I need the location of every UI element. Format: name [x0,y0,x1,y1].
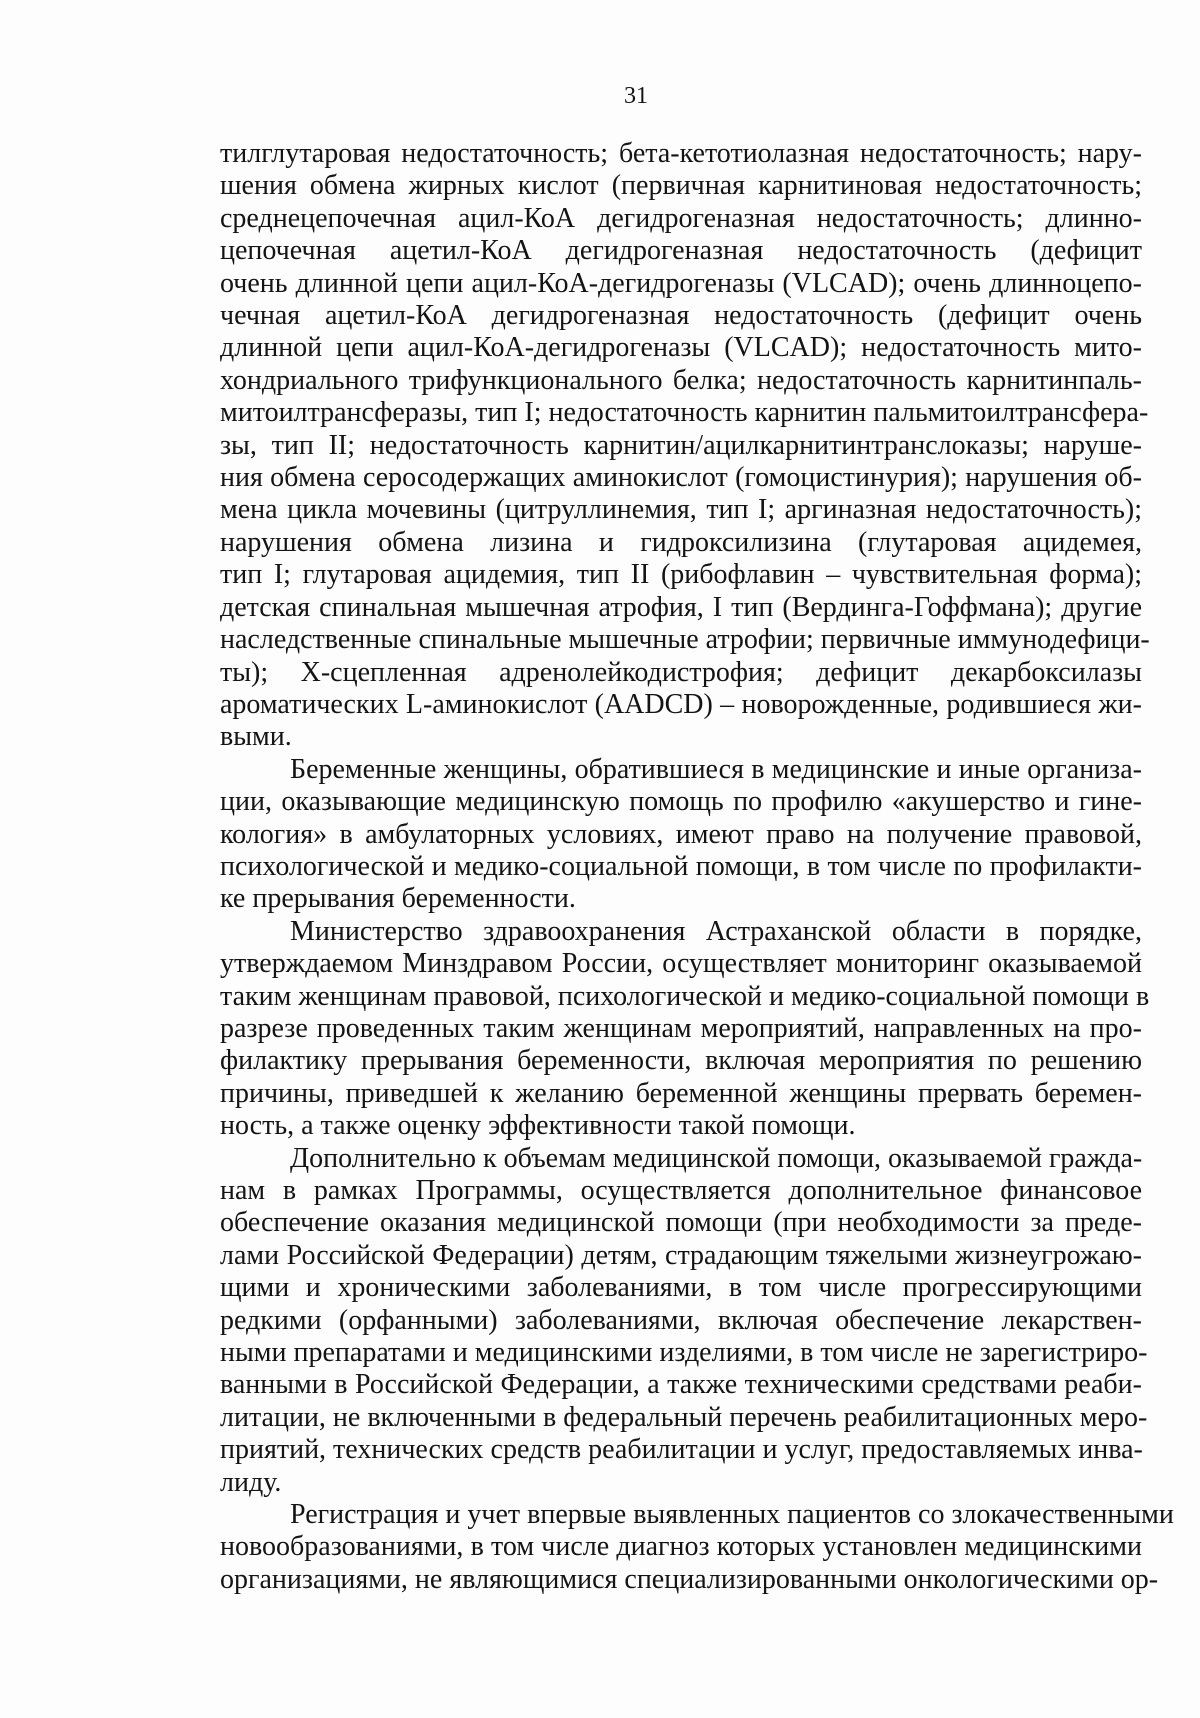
text-line: Министерство здравоохранения Астраханской области в порядке, [290,915,1142,947]
paragraph [220,138,1150,754]
text-line: Беременные женщины, обратившиеся в медицинские и иные организа- [290,753,1142,785]
paragraph [220,915,1150,1143]
text-line: ке прерывания беременности. [220,883,576,915]
text-line: шения обмена жирных кислот (первичная карнитиновая недостаточность; [220,170,1142,202]
text-line: обеспечение оказания медицинской помощи (при необходимости за преде- [220,1207,1142,1239]
text-line: ными препаратами и медицинскими изделиями, в том числе не зарегистриро- [220,1337,1148,1369]
text-line: среднецепочечная ацил-КоА дегидрогеназная недостаточность; длинно- [220,202,1142,234]
text-line: нам в рамках Программы, осуществляется дополнительное финансовое [220,1175,1142,1206]
text-line: ции, оказывающие медицинскую помощь по профилю «акушерство и гине- [220,786,1142,818]
text-line: ванными в Российской Федерации, а также техническими средствами реаби- [220,1369,1142,1401]
text-line: Дополнительно к объемам медицинской помощи, оказываемой гражда- [290,1142,1143,1174]
text-line: новообразованиями, в том числе диагноз которых установлен медицинскими [220,1531,1142,1563]
text-line: нарушения обмена лизина и гидроксилизина (глутаровая ацидемея, [220,526,1142,558]
text-line: причины, приведшей к желанию беременной женщины прервать беремен- [220,1077,1142,1109]
text-line: филактику прерывания беременности, включая мероприятия по решению [220,1045,1142,1077]
text-line: тилглутаровая недостаточность; бета-кетотиолазная недостаточность; нару- [220,138,1142,169]
text-line: выми. [220,721,292,753]
text-line: организациями, не являющимися специализированными онкологическими ор- [220,1563,1159,1595]
text-line: ты); Х-сцепленная адренолейкодистрофия; дефицит декарбоксилазы [220,656,1142,688]
text-line: Регистрация и учет впервые выявленных пациентов со злокачественными [290,1499,1174,1531]
text-line: приятий, технических средств реабилитации и услуг, предоставляемых инва- [220,1434,1143,1466]
text-line: лами Российской Федерации) детям, страдающим тяжелыми жизнеугрожаю- [220,1239,1142,1271]
paragraph [220,754,1142,916]
text-line: детская спинальная мышечная атрофия, I тип (Вердинга-Гоффмана); другие [220,591,1142,623]
text-line: цепочечная ацетил-КоА дегидрогеназная недостаточность (дефицит [220,235,1142,267]
text-line: психологической и медико-социальной помощи, в том числе по профилакти- [220,850,1142,882]
text-line: лиду. [220,1466,282,1498]
text-line: хондриального трифункционального белка; недостаточность карнитинпаль- [220,364,1142,396]
text-line: очень длинной цепи ацил-КоА-дегидрогеназы (VLCAD); очень длинноцепо- [220,267,1142,299]
paragraph [220,1142,1148,1499]
text-line: длинной цепи ацил-КоА-дегидрогеназы (VLCAD); недостаточность мито- [220,332,1142,364]
text-line: ния обмена серосодержащих аминокислот (гомоцистинурия); нарушения об- [220,462,1142,494]
paragraph [220,1499,1174,1596]
text-line: ность, а также оценку эффективности такой помощи. [220,1110,856,1142]
text-line: разрезе проведенных таким женщинам мероприятий, направленных на про- [220,1012,1142,1044]
text-line: щими и хроническими заболеваниями, в том числе прогрессирующими [220,1272,1142,1304]
text-line: литации, не включенными в федеральный перечень реабилитационных меро- [220,1401,1148,1433]
text-line: мена цикла мочевины (цитруллинемия, тип I; аргиназная недостаточность); [220,494,1142,526]
text-line: зы, тип II; недостаточность карнитин/ацилкарнитинтранслоказы; наруше- [220,429,1142,461]
text-line: ароматических L-аминокислот (AADCD) – новорожденные, родившиеся жи- [220,688,1142,720]
text-line: редкими (орфанными) заболеваниями, включая обеспечение лекарствен- [220,1304,1142,1336]
page-number: 31 [624,83,648,109]
text-line: утверждаемом Минздравом России, осуществляет мониторинг оказываемой [220,948,1142,980]
text-line: митоилтрансферазы, тип I; недостаточность карнитин пальмитоилтрансфера- [220,397,1149,429]
text-line: таким женщинам правовой, психологической и медико-социальной помощи в [220,980,1150,1012]
document-body [220,138,1174,1596]
text-line: чечная ацетил-КоА дегидрогеназная недостаточность (дефицит очень [220,300,1142,332]
text-line: наследственные спинальные мышечные атрофии; первичные иммунодефици- [220,624,1150,656]
text-line: тип I; глутаровая ацидемия, тип II (рибофлавин – чувствительная форма); [220,559,1142,591]
text-line: кология» в амбулаторных условиях, имеют право на получение правовой, [220,818,1142,850]
